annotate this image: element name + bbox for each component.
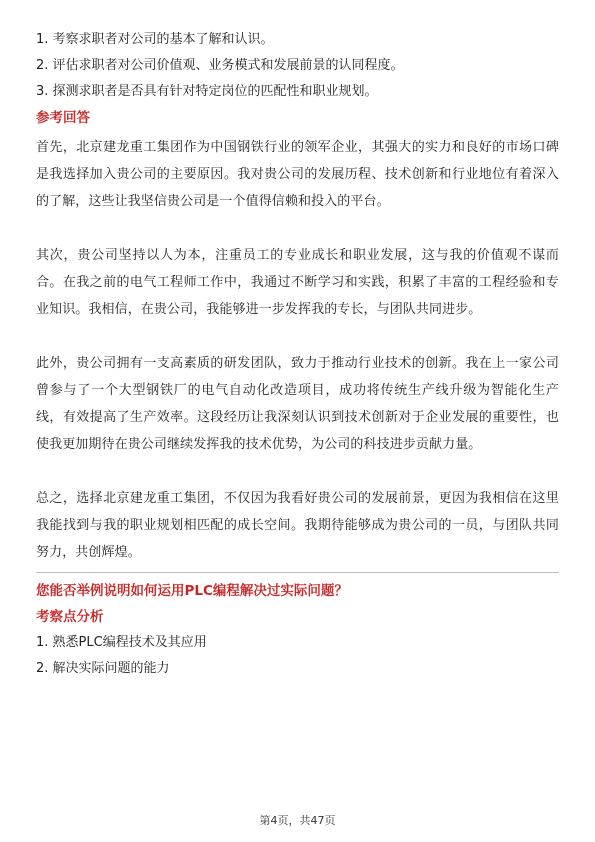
top-point-1: 1. 考察求职者对公司的基本了解和认识。 (36, 32, 274, 47)
section-divider (36, 572, 559, 573)
document-page (36, 30, 559, 685)
top-point-3: 3. 探测求职者是否具有针对特定岗位的匹配性和职业规划。 (36, 84, 378, 99)
next-question: 您能否举例说明如何运用PLC编程解决过实际问题？ (36, 583, 348, 599)
answer-paragraph-4: 总之，选择北京建龙重工集团，不仅因为我看好贵公司的发展前景，更因为我相信在这里我能找到与我的职业规划相匹配的成长空间。我期待能够成为贵公司的一员，与团队共同努力，共创辉煌。 (36, 491, 559, 560)
analysis-point-1: 1. 熟悉PLC编程技术及其应用 (36, 635, 207, 650)
analysis-point-2: 2. 解决实际问题的能力 (36, 661, 170, 676)
answer-paragraph-1: 首先，北京建龙重工集团作为中国钢铁行业的领军企业，其强大的实力和良好的市场口碑是我选择加入贵公司的主要原因。我对贵公司的发展历程、技术创新和行业地位有着深入的了解，这些让我坚信贵公司是一个值得信赖和投入的平台。 (36, 140, 559, 209)
analysis-heading: 考察点分析 (36, 609, 104, 625)
answer-paragraph-2: 其次，贵公司坚持以人为本，注重员工的专业成长和职业发展，这与我的价值观不谋而合。在我之前的电气工程师工作中，我通过不断学习和实践，积累了丰富的工程经验和专业知识。我相信，在贵公司，我能够进一步发挥我的专长，与团队共同进步。 (36, 248, 559, 317)
page-footer: 第4页，共47页 (259, 814, 336, 827)
top-point-2: 2. 评估求职者对公司价值观、业务模式和发展前景的认同程度。 (36, 58, 404, 73)
answer-paragraph-3: 此外，贵公司拥有一支高素质的研发团队，致力于推动行业技术的创新。我在上一家公司曾参与了一个大型钢铁厂的电气自动化改造项目，成功将传统生产线升级为智能化生产线，有效提高了生产效率。这段经历让我深刻认识到技术创新对于企业发展的重要性，也使我更加期待在贵公司继续发挥我的技术优势，为公司的科技进步贡献力量。 (36, 356, 559, 452)
answer-heading: 参考回答 (36, 110, 90, 126)
